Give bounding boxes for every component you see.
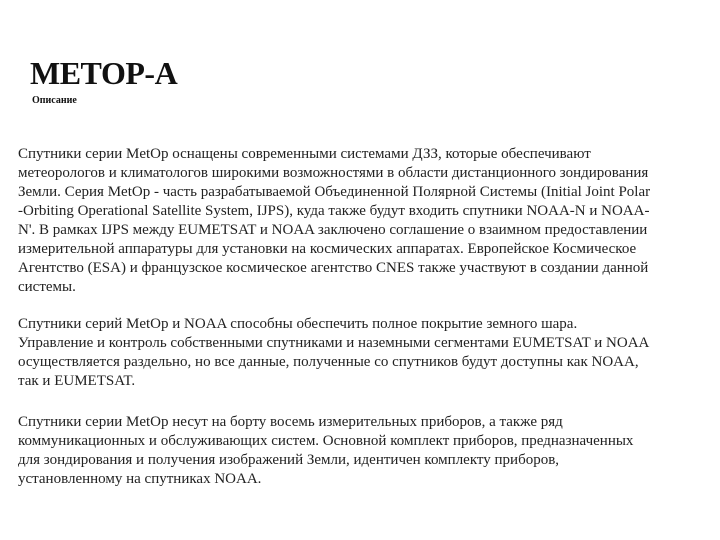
text-line: Спутники серий MetOp и NOAA способны обеспечить полное покрытие земного шара. (18, 316, 578, 332)
text-line: N'. В рамках IJPS между EUMETSAT и NOAA заключено соглашение о взаимном предоставлении (18, 222, 648, 238)
text-line: измерительной аппаратуры для установки на космических аппаратах. Европейское Космическое (18, 241, 637, 257)
text-line: Агентство (ESA) и французское космическое агентство CNES также участвуют в создании данной (18, 260, 649, 276)
text-line: осуществляется раздельно, но все данные, полученные со спутников будут доступны как NOAA, (18, 354, 639, 370)
paragraph-coverage (18, 315, 649, 391)
text-line: Спутники серии MetOp несут на борту восемь измерительных приборов, а также ряд (18, 414, 563, 430)
text-line: метеорологов и климатологов широкими возможностями в области дистанционного зондирования (18, 165, 649, 181)
text-line: -Orbiting Operational Satellite System, IJPS), куда также будут входить спутники NOAA-N и NOAA- (18, 203, 650, 219)
text-line: так и EUMETSAT. (18, 373, 136, 389)
paragraph-instruments (18, 413, 633, 489)
text-line: Земли. Серия MetOp - часть разрабатываемой Объединенной Полярной Системы (Initial Joint Polar (18, 184, 651, 200)
text-line: для зондирования и получения изображений Земли, идентичен комплекту приборов, (18, 452, 560, 468)
text-line: установленному на спутниках NOAA. (18, 471, 262, 487)
text-line: Управление и контроль собственными спутниками и наземными сегментами EUMETSAT и NOAA (18, 335, 650, 351)
text-line: системы. (18, 279, 76, 295)
page-title: МЕТОР-А (30, 55, 178, 91)
page-subtitle: Описание (32, 95, 77, 106)
paragraph-description (18, 145, 650, 297)
text-line: коммуникационных и обслуживающих систем. Основной комплект приборов, предназначенных (18, 433, 634, 449)
text-line: Спутники серии MetOp оснащены современными системами ДЗЗ, которые обеспечивают (18, 146, 591, 162)
